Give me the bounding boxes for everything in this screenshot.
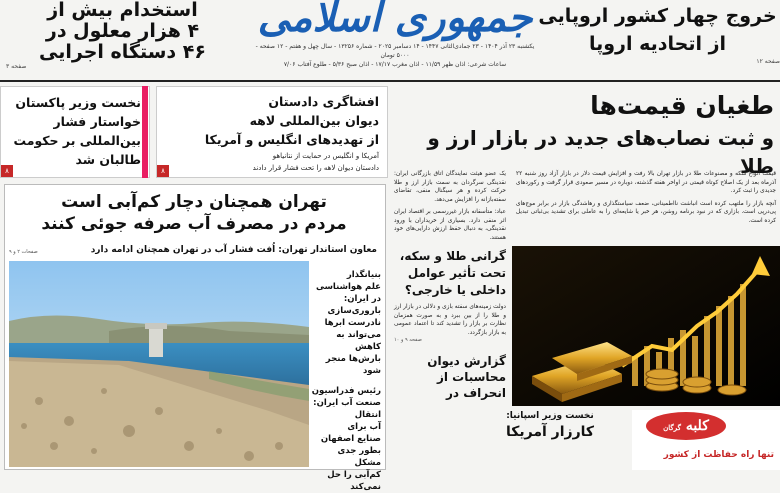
pakistan-line-2: خواستار فشار: [53, 114, 141, 129]
gold-question-line-3: داخلی یا خارجی؟: [404, 283, 506, 297]
top-right-headline[interactable]: [535, 2, 780, 65]
hague-sub-1: آمریکا و انگلیس در حمایت از نتانیاهو: [272, 152, 379, 160]
pink-accent-bar: [142, 86, 148, 178]
dam-illustration: [9, 261, 309, 467]
pakistan-page-tag: ۸: [1, 165, 13, 177]
top-left-headline[interactable]: [0, 0, 245, 70]
water-headline-2: مردم در مصرف آب صرفه جوئی کنند: [41, 214, 347, 234]
side-1-line-2: علم هواشناسی: [315, 282, 381, 292]
water-page-ref: صفحات ۲ و ۹: [9, 249, 38, 255]
side-2-line-5: صنایع اصفهان: [320, 434, 381, 444]
pakistan-line-1: نخست وزیر پاکستان: [15, 95, 141, 110]
side-gap: [311, 377, 381, 385]
gold-question-line-1: گرانی طلا و سکه،: [399, 249, 506, 263]
main-headline: طغیان قیمت‌ها: [590, 91, 774, 120]
right-column[interactable]: [512, 168, 780, 246]
audit-line-3: انحراف در: [445, 386, 506, 400]
right-text-1: قیمت انواع سکه و مصنوعات طلا در بازار تهران بالا رفت و افزایش قیمت دلار در بازار آزاد روز شنبه ۲۲ آذرماه بعد از یک اصلاح کوتاه قیمتی در اواخر هفته گذشته، دوباره در مسیر صعودی قرار گرفت و رکوردهای جدیدی را ثبت کرد.: [516, 171, 776, 194]
masthead-divider: [0, 80, 780, 82]
top-right-page-ref: صفحه ۱۲: [756, 58, 780, 65]
side-1-line-4: باروری‌سازی: [327, 306, 381, 316]
side-2-line-3: انتقال: [354, 410, 381, 420]
top-left-line-2: ۴ هزار معلول در: [45, 20, 200, 42]
top-right-line-1: خروج چهار کشور اروپایی: [538, 5, 777, 27]
kolbe-logo-text: کلبه: [685, 418, 709, 434]
kolbe-logo: [646, 412, 726, 440]
water-story[interactable]: [4, 184, 386, 492]
gold-text: دولت زمینه‌های سفته بازی و دلالی در بازار ارز و طلا را از بین ببرد و به صورت همزمان نظارت بر بازار را تشدید کند تا اعتماد عمومی به بازار بازگردد.: [394, 304, 506, 336]
side-1-line-3: در ایران:: [343, 294, 381, 304]
audit-headline[interactable]: [394, 353, 506, 401]
dam-photo: [9, 261, 309, 467]
pakistan-line-3: بین‌المللی بر حکومت: [13, 133, 141, 148]
main-story-headline[interactable]: [390, 86, 780, 178]
side-1-line-5: نادرست ابرها: [324, 318, 381, 328]
side-2-line-1: رئیس فدراسیون: [311, 386, 381, 396]
mid-text-1: یک عضو هیئت نمایندگان اتاق بازرگانی ایران: نقدینگی سرگردان به سمت بازار ارز و طلا حرکت کرده و هر سیگنال منفی، تقاضای سفته‌بازانه را افزایش می‌دهد.: [394, 171, 506, 203]
hague-sub-2: دادستان دیوان لاهه را تحت فشار قرار دادند: [252, 164, 379, 172]
spain-line-2: کارزار آمریکا: [505, 424, 595, 440]
gold-question-line-2: تحت تأثیر عوامل: [407, 266, 506, 280]
hague-line-1: افشاگری دادستان: [268, 94, 379, 109]
dateline: [255, 42, 535, 69]
gold-photo: [512, 246, 780, 406]
water-side-briefs[interactable]: [311, 269, 381, 493]
side-2-line-2: صنعت آب ایران:: [313, 398, 381, 408]
mid-page-ref: صفحه ۹ و ۱۰: [394, 337, 422, 343]
side-2-line-6: بطور جدی: [337, 446, 381, 456]
gold-chart-illustration: [512, 246, 780, 406]
water-headline-1: تهران همچنان دچار کم‌آبی است: [61, 192, 327, 212]
mid-text-2: عباد: متأسفانه بازار غیررسمی بر اقتصاد ایران اثر منفی دارد. بسیاری از خریداران با ورود نقدینگی، به دنبال حفظ ارزش دارایی‌های خود هستند.: [394, 209, 506, 241]
top-left-page-ref: صفحه ۳: [6, 63, 27, 70]
bottom-right-line: تنها راه حفاظت از کشور: [663, 450, 774, 460]
hague-line-3: از تهدیدهای انگلیس و آمریکا: [204, 132, 379, 147]
main-subhead: و ثبت نصاب‌های جدید در بازار ارز و طلا: [427, 126, 774, 178]
dateline-line-2: ساعات شرعی: اذان ظهر ۱۱/۵۹ - اذان مغرب ۱۷/۱۷ - اذان صبح ۵/۳۶ - طلوع آفتاب ۷/۰۶: [283, 61, 507, 68]
side-2-line-9: نمی‌کند: [350, 482, 381, 492]
side-1-line-7: بارش‌ها منجر شود: [325, 354, 381, 376]
water-lead: معاون استاندار تهران: اُفت فشار آب در تهران همچنان ادامه دارد: [90, 245, 377, 255]
pakistan-line-4: طالبان شد: [75, 152, 141, 167]
top-left-line-3: ۴۶ دستگاه اجرایی: [39, 41, 206, 63]
side-2-line-7: مشکل: [354, 458, 381, 468]
masthead: [255, 0, 535, 40]
spain-story[interactable]: [470, 410, 630, 470]
top-right-line-2: از اتحادیه اروپا: [588, 33, 727, 55]
newspaper-logo: جمهوری اسلامی: [257, 0, 533, 41]
bottom-right-story[interactable]: [632, 410, 780, 470]
dateline-line-1: یکشنبه ۲۳ آذر ۱۴۰۴ - ۲۳ جمادی‌الثانی ۱۴۴۷ - ۱۴ دسامبر ۲۰۲۵ - شماره ۱۳۲۵۶ - سال چهل و هفتم - ۱۲ صفحه - ۵۰۰۰ تومان: [255, 43, 535, 59]
kolbe-logo-sub: گرگان: [663, 423, 681, 432]
side-1-line-1: بنیانگذار: [346, 270, 381, 280]
hague-story[interactable]: [156, 86, 388, 178]
right-text-2: آنچه بازار را ملتهب کرده است انباشت نااطمینانی، ضعف سیاستگذاری و رهاشدگی بازار در برابر موج‌های پی‌درپی است. بازاری که در نبود برنامه روشن، هر خبر یا شایعه‌ای را به عاملی برای تشدید بی‌ثباتی تبدیل کرده است.: [516, 200, 776, 224]
audit-line-1: گزارش دیوان: [427, 354, 506, 368]
side-2-line-8: کم‌آبی را حل: [327, 470, 381, 480]
top-left-line-1: استخدام بیش از: [47, 0, 198, 21]
hague-page-tag: ۸: [157, 165, 169, 177]
side-2-line-4: آب برای: [347, 422, 381, 432]
hague-line-2: دیوان بین‌المللی لاهه: [249, 113, 379, 128]
audit-line-2: محاسبات از: [436, 370, 506, 384]
side-1-line-6: می‌تواند به کاهش: [336, 330, 381, 352]
spain-line-1: نخست وزیر اسپانیا:: [506, 411, 594, 421]
pakistan-story[interactable]: [0, 86, 150, 178]
